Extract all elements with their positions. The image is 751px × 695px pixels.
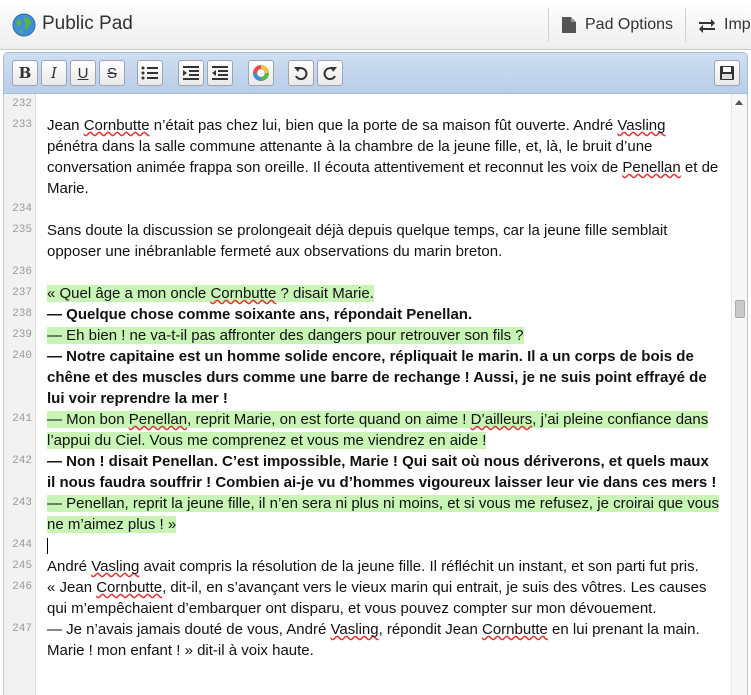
line-234 xyxy=(4,199,733,220)
redo-icon xyxy=(322,65,338,81)
spellcheck-word: Penellan xyxy=(128,411,188,428)
line-235 xyxy=(4,220,733,262)
line-236 xyxy=(4,262,733,283)
spellcheck-word: Cornbutte xyxy=(96,579,163,596)
outdent-button[interactable] xyxy=(207,60,233,86)
line-text[interactable] xyxy=(47,493,719,535)
line-text[interactable]: André Vasling avait compris la résolution de la jeune fille. Il réfléchit un instant, et son parti fut pris. xyxy=(47,558,699,575)
vertical-scrollbar[interactable] xyxy=(731,94,747,695)
bullet-list-icon xyxy=(141,65,159,81)
line-text[interactable] xyxy=(47,199,719,220)
line-text[interactable] xyxy=(47,325,719,346)
line-232 xyxy=(4,94,733,115)
line-number: 234 xyxy=(12,203,32,215)
underline-icon: U xyxy=(77,64,89,82)
editor-lines xyxy=(4,94,733,661)
line-number: 233 xyxy=(12,119,32,131)
pad-title: Public Pad xyxy=(42,13,133,34)
indent-button[interactable] xyxy=(178,60,204,86)
spellcheck-word: D’ailleurs xyxy=(470,411,533,428)
pad-options-button[interactable] xyxy=(548,8,685,42)
author-highlighted-text: — Penellan, reprit la jeune fille, il n’en sera ni plus ni moins, et si vous me refusez, je croirai que vous ne m’aimez plus ! » xyxy=(47,495,719,533)
redo-button[interactable] xyxy=(317,60,343,86)
author-highlighted-text: — Eh bien ! ne va-t-il pas affronter des dangers pour retrouver son fils ? xyxy=(47,327,524,344)
pad-options-label: Pad Options xyxy=(585,16,674,33)
pad-editor[interactable] xyxy=(3,94,748,695)
italic-button[interactable] xyxy=(41,60,67,86)
line-text[interactable] xyxy=(47,409,719,451)
line-number: 238 xyxy=(12,308,32,320)
strikethrough-button[interactable] xyxy=(99,60,125,86)
line-text[interactable]: — Je n’avais jamais douté de vous, André Vasling, répondit Jean Cornbutte en lui prenant la main. Marie ! mon enfant ! » dit-il à voix haute. xyxy=(47,621,700,659)
undo-button[interactable] xyxy=(288,60,314,86)
line-241 xyxy=(4,409,733,451)
import-export-icon xyxy=(698,17,716,33)
line-245 xyxy=(4,556,733,577)
line-number: 245 xyxy=(12,560,32,572)
line-text[interactable]: « Jean Cornbutte, dit-il, en s’avançant vers le vieux marin qui entrait, je suis des vôtres. Les causes qui m’empêchaient d’embarquer ont disparu, et vous pouvez compter sur mon dévouement. xyxy=(47,579,707,617)
author-highlighted-text: — Mon bon Penellan, reprit Marie, on est forte quand on aime ! D’ailleurs, j’ai pleine confiance dans l’appui du Ciel. Vous me comprenez et vous me viendrez en aide ! xyxy=(47,411,709,449)
line-240 xyxy=(4,346,733,409)
strikethrough-icon: S xyxy=(106,64,117,82)
spellcheck-word: Vasling xyxy=(91,558,140,575)
line-text[interactable]: — Notre capitaine est un homme solide encore, répliquait le marin. Il a un corps de bois de chêne et des muscles durs comme une barre de rechange ! Aussi, je ne suis point effrayé de lui voir reprendre la mer ! xyxy=(47,348,707,407)
text-cursor xyxy=(47,538,48,554)
line-number: 242 xyxy=(12,455,32,467)
spellcheck-word: Vasling xyxy=(617,117,666,134)
line-number: 235 xyxy=(12,224,32,236)
line-text[interactable]: Jean Cornbutte n’était pas chez lui, bien que la porte de sa maison fût ouverte. André Vasling pénétra dans la salle commune attenante à la chambre de la jeune fille, et, là, le bruit d’une conversation animée frappa son oreille. Il écouta attentivement et reconnut les voix de Penellan et de Marie. xyxy=(47,117,719,197)
color-wheel-icon xyxy=(252,64,270,82)
line-233 xyxy=(4,115,733,199)
indent-icon xyxy=(182,65,200,81)
line-text[interactable] xyxy=(47,283,719,304)
line-242 xyxy=(4,451,733,493)
author-highlighted-text: « Quel âge a mon oncle Cornbutte ? disait Marie. xyxy=(47,285,374,302)
spellcheck-word: Penellan xyxy=(622,159,681,176)
pad-title-bar xyxy=(0,0,751,50)
line-246 xyxy=(4,577,733,619)
spellcheck-word: Vasling xyxy=(330,621,379,638)
line-number: 239 xyxy=(12,329,32,341)
line-number: 241 xyxy=(12,413,32,425)
line-text[interactable] xyxy=(47,262,719,283)
line-text[interactable]: — Non ! disait Penellan. C’est impossible, Marie ! Qui sait où nous dériverons, et quels maux il nous faudra souffrir ! Combien ai-je vu d’hommes vigoureux laisser leur vie dans ces mers ! xyxy=(47,453,717,491)
line-text[interactable] xyxy=(47,535,719,556)
underline-button[interactable] xyxy=(70,60,96,86)
line-number: 236 xyxy=(12,266,32,278)
line-number: 243 xyxy=(12,497,32,509)
line-number: 237 xyxy=(12,287,32,299)
line-text[interactable]: — Quelque chose comme soixante ans, répondait Penellan. xyxy=(47,306,473,323)
import-label: Imp xyxy=(724,16,751,33)
globe-icon xyxy=(12,13,36,37)
line-243 xyxy=(4,493,733,535)
author-colors-button[interactable] xyxy=(248,60,274,86)
spellcheck-word: Cornbutte xyxy=(482,621,548,638)
spellcheck-word: Cornbutte xyxy=(83,117,150,134)
line-239 xyxy=(4,325,733,346)
bold-button[interactable] xyxy=(12,60,38,86)
line-text[interactable] xyxy=(47,94,719,115)
save-revision-button[interactable] xyxy=(714,60,740,86)
import-button[interactable] xyxy=(685,8,751,42)
outdent-icon xyxy=(211,65,229,81)
line-number: 232 xyxy=(12,98,32,110)
line-number: 247 xyxy=(12,623,32,635)
line-number: 240 xyxy=(12,350,32,362)
line-238 xyxy=(4,304,733,325)
line-237 xyxy=(4,283,733,304)
scroll-up-arrow-icon[interactable] xyxy=(735,100,743,105)
document-icon xyxy=(561,16,577,34)
italic-icon: I xyxy=(51,64,57,82)
bold-icon: B xyxy=(18,64,32,82)
save-icon xyxy=(719,65,735,81)
scrollbar-thumb[interactable] xyxy=(735,300,745,318)
bullet-list-button[interactable] xyxy=(137,60,163,86)
editor-toolbar xyxy=(3,52,748,94)
line-244 xyxy=(4,535,733,556)
line-text[interactable]: Sans doute la discussion se prolongeait déjà depuis quelque temps, car la jeune fille semblait opposer une inébranlable fermeté aux observations du marin breton. xyxy=(47,222,668,260)
spellcheck-word: Cornbutte xyxy=(210,285,277,302)
undo-icon xyxy=(293,65,309,81)
line-number: 246 xyxy=(12,581,32,593)
line-247 xyxy=(4,619,733,661)
line-number: 244 xyxy=(12,539,32,551)
